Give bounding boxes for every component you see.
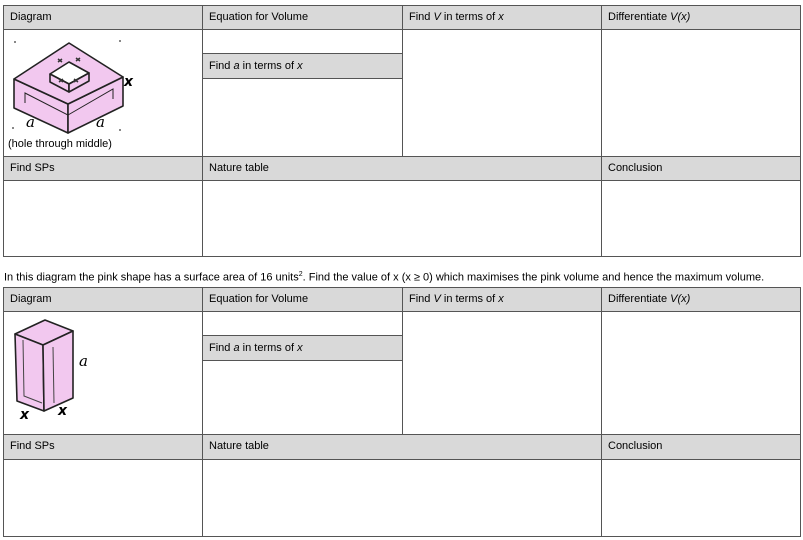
t1-label-x: x <box>124 74 134 90</box>
t2-find-a-header: Find a in terms of x <box>202 335 403 361</box>
t2-sps-header: Find SPs <box>3 434 203 460</box>
t2-label-a: a <box>79 352 88 370</box>
t2-find-a-answer[interactable] <box>202 360 403 435</box>
t1-diagram-caption: (hole through middle) <box>8 138 112 150</box>
t2-nature-header: Nature table <box>202 434 602 460</box>
t2-nature-answer[interactable] <box>202 459 602 537</box>
t1-differentiate-answer[interactable] <box>601 29 801 157</box>
t1-find-a-answer[interactable] <box>202 78 403 157</box>
t2-conclusion-header: Conclusion <box>601 434 801 460</box>
t2-label-x-right: x <box>58 403 68 419</box>
t1-conclusion-header: Conclusion <box>601 156 801 181</box>
t1-conclusion-answer[interactable] <box>601 180 801 257</box>
t2-equation-header: Equation for Volume <box>202 287 403 312</box>
t2-label-x-left: x <box>20 407 30 423</box>
t1-find-a-header: Find a in terms of x <box>202 53 403 79</box>
t1-equation-answer[interactable] <box>202 29 403 54</box>
t2-conclusion-answer[interactable] <box>601 459 801 537</box>
t1-label-a-left: a <box>26 113 35 131</box>
t1-find-v-answer[interactable] <box>402 29 602 157</box>
t1-label-a-right: a <box>96 113 105 131</box>
t2-find-v-answer[interactable] <box>402 311 602 435</box>
t1-equation-header: Equation for Volume <box>202 5 403 30</box>
t2-equation-answer[interactable] <box>202 311 403 336</box>
t1-sps-header: Find SPs <box>3 156 203 181</box>
t1-diagram-header: Diagram <box>3 5 203 30</box>
t2-diagram-header: Diagram <box>3 287 203 312</box>
t2-differentiate-answer[interactable] <box>601 311 801 435</box>
t1-nature-answer[interactable] <box>202 180 602 257</box>
t1-sps-answer[interactable] <box>3 180 203 257</box>
t1-differentiate-header: Differentiate V(x) <box>601 5 801 30</box>
t2-box-drawing <box>3 311 203 435</box>
t1-nature-header: Nature table <box>202 156 602 181</box>
problem2-statement: In this diagram the pink shape has a surface area of 16 units$^2$. Find the value of x (x ≥ 0) which maximises the pink volume and hence the maximum volume. <box>4 271 765 284</box>
t2-sps-answer[interactable] <box>3 459 203 537</box>
t2-differentiate-header: Differentiate V(x) <box>601 287 801 312</box>
t2-find-v-header: Find V in terms of x <box>402 287 602 312</box>
t1-find-v-header: Find V in terms of x <box>402 5 602 30</box>
